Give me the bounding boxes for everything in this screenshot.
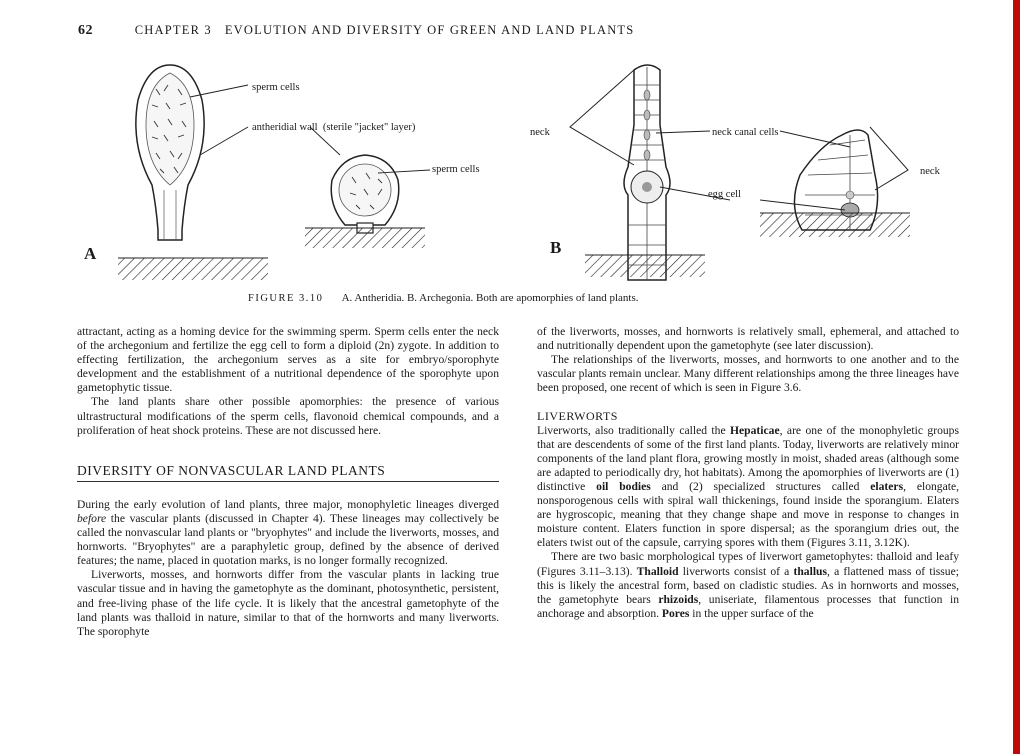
section-heading: DIVERSITY OF NONVASCULAR LAND PLANTS	[77, 464, 499, 482]
label-sperm-cells-top: sperm cells	[252, 82, 300, 93]
label-neck-left: neck	[530, 127, 550, 138]
figure-illustration	[60, 55, 960, 290]
p3-text-a: During the early evolution of land plants, three major, monophyletic lineages diverged	[77, 497, 499, 511]
term-pores: Pores	[661, 606, 690, 620]
subheading-liverworts: LIVERWORTS	[537, 409, 618, 424]
term-rhizoids: rhizoids	[658, 592, 699, 606]
figure-3-10	[60, 55, 960, 307]
right-paragraph-4	[537, 550, 959, 620]
figure-label-a: A	[84, 244, 97, 263]
label-neck-right: neck	[920, 166, 940, 177]
archegonium-large	[624, 65, 670, 280]
left-column	[77, 325, 499, 639]
ground-hatch-a1	[118, 258, 268, 280]
term-oil-bodies: oil bodies	[596, 479, 651, 493]
left-paragraph-1: attractant, acting as a homing device for the swimming sperm. Sperm cells enter the neck of the archegonium and fertilize the egg cell to form a diploid (2n) zygote. In addition to effecting fertilization, the archegonium serves as a site for embryo/sporophyte development and the establishment of a nutritional dependence of the sporophyte upon gametophytic tissue.	[77, 325, 499, 395]
r3-e: , elongate, nonsporogenous cells with spiral wall thickenings, found inside the sporangium. Elaters are hygroscopic, meaning that they change shape and move in response to changes in moisture content. Elaters function in spore dispersal; as the sporangium dries out, the elaters twist out of the capsule, carrying spores with them (Figures 3.11, 3.12K).	[537, 479, 960, 550]
left-paragraph-3	[77, 498, 499, 568]
label-neck-canal-cells: neck canal cells	[712, 127, 779, 138]
caption-label: FIGURE 3.10	[248, 293, 324, 304]
right-paragraph-2: The relationships of the liverworts, mosses, and hornworts to one another and to the vascular plants remain unclear. Many different relationships among the three lineages have been proposed, one recent of which is seen in Figure 3.6.	[537, 353, 959, 395]
r3-d: and (2) specialized structures called	[650, 479, 871, 493]
term-elaters: elaters	[870, 479, 904, 493]
right-column	[537, 325, 959, 621]
right-paragraph-3	[537, 424, 959, 551]
term-hepaticae: Hepaticae	[730, 423, 780, 437]
label-egg-cell: egg cell	[708, 189, 741, 200]
r3-a: Liverworts, also traditionally called the	[537, 423, 731, 437]
p3-text-b: the vascular plants (discussed in Chapter 4). These lineages may collectively be called the nonvascular land plants or "bryophytes" and include the liverworts, mosses, and hornworts. "Bryophytes" are a paraphyletic group, defined by the absence of derived features; the name, placed in quotation marks, is no longer formally recognized.	[77, 511, 499, 568]
ground-hatch-b2	[760, 213, 910, 237]
p3-emphasis: before	[77, 511, 107, 525]
ground-hatch-a2	[305, 228, 425, 248]
r4-f: in the upper surface of the	[689, 606, 814, 620]
page-edge-bar	[1013, 0, 1020, 754]
r4-e: , uniseriate, filamentous processes that function in anchorage and absorption.	[537, 592, 959, 620]
left-paragraph-2: The land plants share other possible apomorphies: the presence of various ultrastructural modifications of the sperm cells, flavonoid chemical compounds, and a proliferation of heat shock proteins. These are not discussed here.	[77, 395, 499, 437]
r4-d: , a flattened mass of tissue; this is likely the ancestral form, based on cladistic studies. As in hornworts and mosses, the gametophyte bears	[537, 564, 959, 606]
chapter-title: CHAPTER 3 EVOLUTION AND DIVERSITY OF GREEN AND LAND PLANTS	[134, 23, 635, 37]
label-antheridial-wall: antheridial wall (sterile "jacket" layer)	[252, 122, 416, 133]
figure-caption	[248, 292, 639, 304]
r4-c: liverworts consist of a	[678, 564, 794, 578]
figure-label-b: B	[550, 238, 562, 257]
ground-hatch-b1	[585, 255, 705, 277]
antheridium-small	[331, 155, 399, 233]
page-number: 62	[78, 23, 93, 38]
caption-text: A. Antheridia. B. Archegonia. Both are apomorphies of land plants.	[341, 292, 639, 304]
term-thallus: thallus	[793, 564, 828, 578]
label-sperm-cells-right: sperm cells	[432, 164, 480, 175]
term-thalloid: Thalloid	[636, 564, 679, 578]
left-paragraph-4: Liverworts, mosses, and hornworts differ from the vascular plants in lacking true vascular tissue and in having the gametophyte as the dominant, photosynthetic, persistent, and free-living phase of the life cycle. It is likely that the ancestral gametophyte of the land plants was thalloid in nature, similar to that of the hornworts and many liverworts. The sporophyte	[77, 568, 499, 638]
right-paragraph-1: of the liverworts, mosses, and hornworts is relatively small, ephemeral, and attached to and nutritionally dependent upon the gametophyte (see later discussion).	[537, 325, 959, 353]
r4-a: There are two basic morphological types of liverwort gametophytes: thalloid and leafy (Figures 3.11–3.13).	[537, 550, 959, 578]
antheridium-large	[136, 65, 204, 240]
r3-c: , are one of the monophyletic groups that are descendents of some of the first land plants. Today, liverworts are relatively minor components of the land plant flora, growing mostly in moist, shaded areas (although some are adapted to periodically dry, hot habitats). Among the apomorphies of liverworts are (1) distinctive	[537, 423, 959, 493]
running-header	[78, 22, 938, 39]
